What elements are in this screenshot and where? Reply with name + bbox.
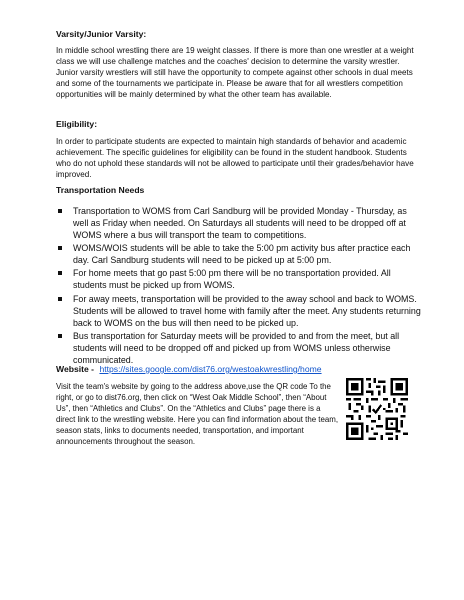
- transportation-heading: Transportation Needs: [56, 185, 145, 195]
- list-item-text: Transportation to WOMS from Carl Sandburg will be provided Monday - Thursday, as well as Friday when needed. On Saturdays all students will need to be dropped off at WOMS where a bus will transport the team to competitions.: [73, 206, 407, 241]
- bullet-icon: [58, 334, 62, 338]
- eligibility-paragraph: In order to participate students are expected to maintain high standards of behavior and academic achievement. The specific guidelines for eligibility can be found in the student handbook. Students who do not uphold these standards will not be allowed to participate until their grades/behavior have improved.: [56, 137, 414, 180]
- list-item: [56, 242, 421, 266]
- qr-code-icon[interactable]: [346, 378, 408, 440]
- list-item: [56, 205, 421, 241]
- list-item-text: For home meets that go past 5:00 pm there will be no transportation provided. All students must be picked up from WOMS.: [73, 268, 391, 291]
- eligibility-heading: Eligibility:: [56, 119, 98, 129]
- website-description: Visit the team's website by going to the address above,use the QR code To the right, or go to dist76.org, then click on “West Oak Middle School”, then “About Us”, then “Athletics and Clubs”. On the “Athletics and Clubs” page there is a direct link to the wrestling website. Here you can find information about the team, season stats, links to documents needed, transportation, and important announcements throughout the season.: [56, 382, 339, 447]
- list-item: [56, 293, 421, 329]
- bullet-icon: [58, 297, 62, 301]
- list-item-text: For away meets, transportation will be provided to the away school and back to WOMS. Students will be allowed to travel home with family after the meet. Any students returning back to WOMS on the bus will then need to be picked up.: [73, 293, 421, 328]
- website-link[interactable]: https://sites.google.com/dist76.org/westoakwrestling/home: [99, 364, 322, 374]
- list-item-text: Bus transportation for Saturday meets will be provided to and from the meet, but all students will need to be dropped off and picked up from WOMS unless otherwise communicated.: [73, 330, 400, 365]
- website-label: Website -: [56, 364, 95, 374]
- varsity-heading: Varsity/Junior Varsity:: [56, 29, 147, 39]
- bullet-icon: [58, 246, 62, 250]
- varsity-paragraph: In middle school wrestling there are 19 weight classes. If there is more than one wrestler at a weight class we will use challenge matches and the coaches' decision to determine the varsity wrestler. Junior varsity wrestlers will still have the opportunity to compete against other schools in dual meets and some of the tournaments we participate in. Please be aware that for all wrestlers competition opportunities will be mainly determined by what the other team has available.: [56, 46, 414, 100]
- list-item: [56, 330, 421, 366]
- website-row: [56, 364, 322, 375]
- transportation-list: [56, 205, 421, 367]
- list-item: [56, 267, 421, 291]
- list-item-text: WOMS/WOIS students will be able to take the 5:00 pm activity bus after practice each day. Carl Sandburg students will need to be picked up at 5:00 pm.: [73, 243, 411, 266]
- bullet-icon: [58, 209, 62, 213]
- bullet-icon: [58, 271, 62, 275]
